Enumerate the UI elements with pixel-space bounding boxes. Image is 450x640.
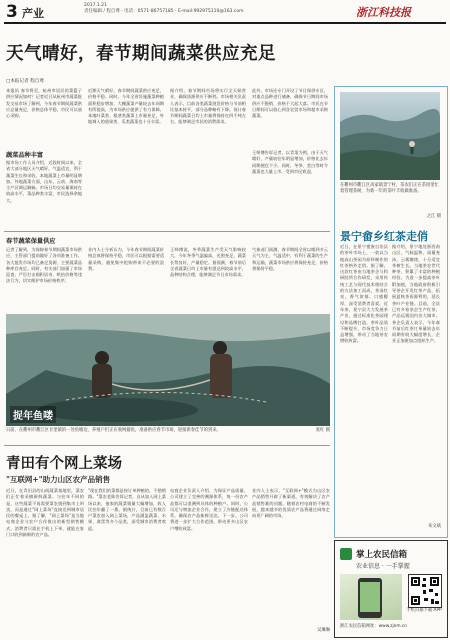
ad-download-hint: 手机扫描下载 APP	[406, 608, 442, 613]
lead-headline: 天气晴好，春节期间蔬菜供应充足	[6, 44, 276, 64]
ad-title: 掌上农民信箱	[356, 550, 408, 560]
veg-author: 吴琳琳	[317, 628, 330, 633]
veg-col-1: 近日，在青田县的山间蔬菜基地里，菜农们正忙着采摘新鲜蔬菜。与往年不同的是，这些蔬菜不再需要菜农挑到集市上叫卖，而是通过"网上菜场"直接送到城市居民的餐桌上。据了解，"网上菜场"是当地电商企业与农户合作推出的新型销售模式，消费者只需在手机上下单，就能在家门口收到新鲜的农产品。	[6, 488, 84, 538]
lead-col-e: 业内人士分析认为，今年春节期间蔬菜价格总体将保持平稳，市民可以根据需要适量采购，避免集中抢购带来不必要的浪费。	[88, 247, 164, 271]
lead-col-a: 近期天气晴好，春节期间蔬菜供应充足，价格平稳。同时，今年全省设施蔬菜种植面积稳步增加，大棚蔬菜产量较去年同期有所提高，为市场供应提供了有力保障。本地叶菜类、根茎类蔬菜上市量充足，外地调入的茄果类、瓜类蔬菜也十分丰富。	[88, 88, 164, 125]
tea-garden-illustration	[340, 92, 440, 180]
fishing-photo-credit: 张红 摄	[315, 428, 330, 433]
lead-subhead-2: 春节蔬菜保量供应	[6, 238, 56, 245]
tea-garden-photo	[340, 92, 440, 180]
veg-headline: 青田有个网上菜场	[6, 456, 122, 472]
tea-photo-credit: 之江 摄	[426, 214, 441, 219]
qr-code[interactable]	[408, 574, 442, 608]
tea-col-2: 据介绍，景宁地处浙西南山区，气候温和，雨量充沛，云雾缭绕，十分适宜茶树生长。当地茶农世代种茶，积累了丰富的种植经验。为进一步提高茶叶附加值，当地政府积极引导茶企开发红茶产品，拓展夏秋茶资源利用，延长茶叶产业链。目前，全县已有多家茶企生产红茶，产品远销国内各大城市。茶企负责人表示，今年春节前后红茶订单量较去年同期有较大幅度增长，企业正加班加点组织生产。	[392, 244, 440, 344]
lead-col-d: 王师傅告诉记者，以青菜为例，由于天气晴好，产量较往年明显增加，价格比去年同期便宜不少。同时，冬笋、茭白等时令蔬菜也大量上市，受到市民欢迎。	[252, 150, 328, 174]
veg-col-3: 电商企业负责人介绍，为保证产品质量，公司建立了完善的溯源体系，每一份农产品都可以追溯到具体的种植户。同时，公司还与物流企业合作，建立了冷链配送体系，确保农产品新鲜送达。下一步，公司将进一步扩大合作范围，带动更多山区农户增收致富。	[170, 488, 248, 531]
page-header	[0, 0, 450, 22]
phone-icon	[340, 574, 402, 620]
lower-divider	[4, 445, 330, 446]
lead-col-c: 此外，市场还专门开设了节日保供专区，对重点品种进行储备，确保节日期间市场供应不脱销、价格不大起大落。市民在节日期间可以放心到各农贸市场和超市采购蔬菜。	[252, 88, 328, 119]
veg-subhead: "互联网+"助力山区农产品销售	[6, 475, 111, 484]
lead-col-f: 王师傅说，冬季蔬菜生产受天气影响较大，今年冬季气温偏高，光照充足，蔬菜长势良好，产量稳定。据预测，春节前后全省蔬菜日均上市量有望达到较高水平，品种结构合理，能够满足节日市场需求。	[170, 247, 246, 278]
lead-sub-text-1: 据市场工作人员介绍，近段时间以来，全省大部分地区天气晴好，气温适宜，利于蔬菜生长和采收，本地蔬菜上市量明显增加。外地蔬菜方面，山东、云南、海南等主产区调运顺畅，市场日均交易量保持在较高水平，菜品种类丰富，市民选择余地大。	[6, 160, 82, 203]
header-rule	[4, 22, 446, 24]
paper-name: 浙江科技报	[356, 6, 411, 19]
ad-phone-graphic	[340, 574, 402, 620]
lead-intro: 本报讯 春节将至，杭州市居民的菜篮子供应情况如何？记者近日从杭州市蔬菜批发交易市场了解到，今年春节期间蔬菜供应总量充足，价格总体平稳，市民可以放心采购。	[6, 88, 82, 119]
lead-col-g: 气象部门预测，春节期间全省以晴到多云天气为主，气温适中，有利于蔬菜的生产和运输，蔬菜市场供应将保持充足，价格将保持平稳。	[252, 247, 328, 271]
lead-sub-text-2: 记者了解到，为保障春节期间蔬菜市场供应，主管部门提前做好了各项准备工作。各大批发市场均已备足货源，主要蔬菜品种库存充足。同时，有关部门加强了市场巡查，严厉打击囤积居奇、哄抬价格等违法行为，切实维护市场价格秩序。	[6, 247, 82, 284]
tea-photo-caption: 在衢州市衢江区高家镇景宁村，茶农们正在茶园里忙着管理茶树，为新一年的茶叶丰收做准备。	[340, 183, 439, 194]
section-divider	[4, 231, 330, 232]
qr-code-icon	[409, 575, 441, 607]
fishing-photo-caption: 日前，在衢州市衢江区廿里镇的一处鱼塘边，养殖户们正在收网捕鱼，准备供应春节市场，迎接新春佳节的到来。	[6, 428, 221, 433]
lead-col-b: 据介绍，春节期间市场将实行全天候营业，确保货源供应不断档。市场相关负责人表示，目前各类蔬菜批发价格与节前相比基本持平，部分品种略有下降。预计春节期间蔬菜日均上市量将保持在四千吨左右，能够满足市民的消费需求。	[170, 88, 246, 125]
issue-date: 2017.1.21	[84, 3, 107, 8]
lead-byline: □本报记者 程自尊	[6, 79, 44, 84]
fishing-photo-label: 捉年鱼喽	[10, 406, 56, 423]
tea-headline: 景宁畲乡红茶走俏	[340, 230, 428, 243]
veg-col-4: 业内人士表示，"互联网+"模式为山区农产品销售开辟了新渠道，有效解决了农产品销售难的问题。随着农村电商的不断发展，越来越多的优质农产品将通过网络走向更广阔的市场。	[252, 488, 330, 519]
page-number: 3	[6, 2, 18, 22]
lead-subhead-1: 蔬菜品种丰富	[6, 152, 44, 159]
editor-contact: 责任编辑 / 程自尊 · 电话：0571-86757185 · E-mail:992975110@163.com	[84, 9, 244, 14]
tea-author: 朱文斌	[428, 524, 441, 529]
issue-meta	[84, 3, 243, 15]
tea-col-1: 近日，在景宁畲族自治县的茶叶市场上，一款以当地高山茶园为原料制作的红茶格外走俏。据了解，这款红茶由当地茶企与科研院所合作研发，采用传统工艺与现代技术相结合的方法加工而成，茶汤红亮，香气浓郁，口感醇厚，深受消费者喜爱。近年来，景宁县大力发展茶产业，通过标准化茶园建设和品牌打造，茶叶品质不断提升，市场竞争力日益增强，带动了当地茶农增收致富。	[340, 244, 388, 344]
veg-col-2: "现在我们的菜都是按订单种植的，不愁销路。"菜农老陈告诉记者，自从加入网上菜场以来，他家的蔬菜销量大幅增加，收入比往年翻了一番。据统计，目前已有数百户菜农加入网上菜场，产品涵盖蔬菜、水果、禽蛋等多个品类，深受城市消费者欢迎。	[88, 488, 166, 531]
ad-slogan: 农业信息 · 一手掌握	[356, 563, 410, 570]
ad-url[interactable]: 浙江农民信箱网址：www.zjnm.cn	[340, 624, 407, 629]
app-logo-icon	[340, 548, 352, 560]
section-title: 产业	[22, 7, 44, 20]
